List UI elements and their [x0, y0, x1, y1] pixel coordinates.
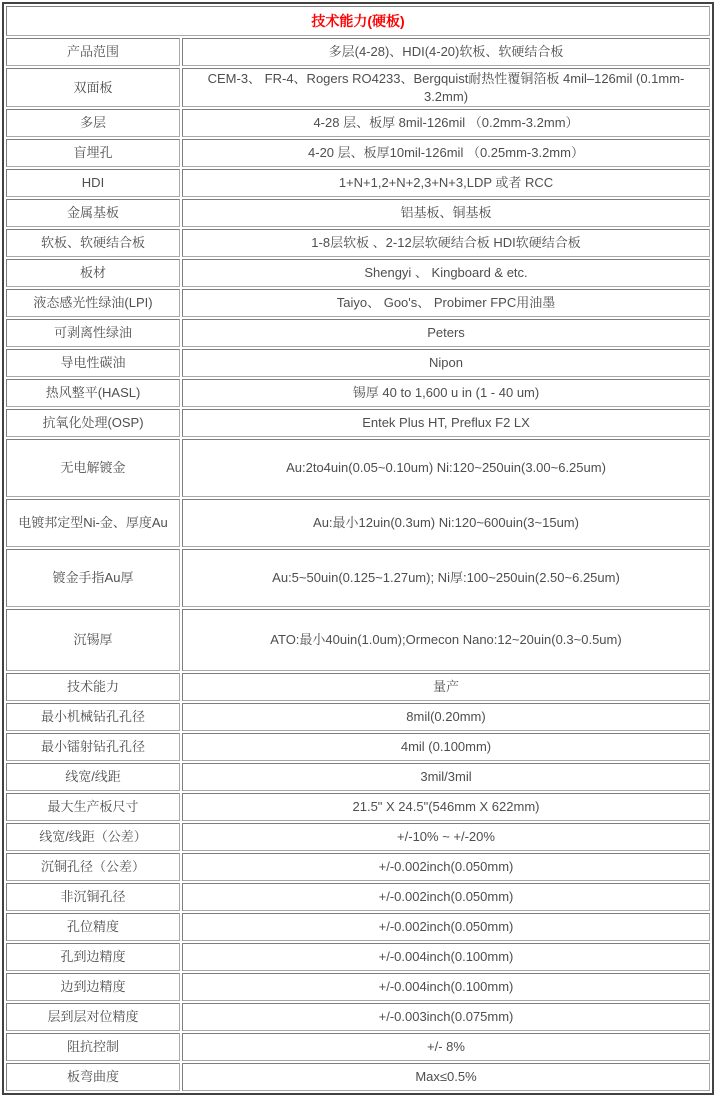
spec-table: [2, 2, 714, 1095]
spec-value: Au:最小12uin(0.3um) Ni:120~600uin(3~15um): [182, 499, 710, 547]
spec-label: 沉铜孔径（公差）: [6, 853, 180, 881]
spec-value: 8mil(0.20mm): [182, 703, 710, 731]
spec-label: 最大生产板尺寸: [6, 793, 180, 821]
table-row: [6, 409, 710, 437]
table-row: [6, 763, 710, 791]
spec-label: 孔位精度: [6, 913, 180, 941]
spec-label: 技术能力: [6, 673, 180, 701]
spec-label: 双面板: [6, 68, 180, 107]
spec-label: 热风整平(HASL): [6, 379, 180, 407]
spec-value: Max≤0.5%: [182, 1063, 710, 1091]
table-row: [6, 199, 710, 227]
spec-label: 沉锡厚: [6, 609, 180, 671]
spec-value: Nipon: [182, 349, 710, 377]
table-row: [6, 139, 710, 167]
spec-value: ATO:最小40uin(1.0um);Ormecon Nano:12~20uin(0.3~0.5um): [182, 609, 710, 671]
table-row: [6, 349, 710, 377]
spec-value: +/-0.002inch(0.050mm): [182, 913, 710, 941]
table-row: [6, 703, 710, 731]
table-row: [6, 1003, 710, 1031]
spec-label: 阻抗控制: [6, 1033, 180, 1061]
spec-label: 板弯曲度: [6, 1063, 180, 1091]
table-row: [6, 1063, 710, 1091]
table-row: [6, 549, 710, 607]
spec-label: 金属基板: [6, 199, 180, 227]
table-row: [6, 439, 710, 497]
spec-value: Peters: [182, 319, 710, 347]
spec-value: 铝基板、铜基板: [182, 199, 710, 227]
table-row: [6, 673, 710, 701]
spec-label: 多层: [6, 109, 180, 137]
table-row: [6, 319, 710, 347]
spec-value: 4-28 层、板厚 8mil-126mil （0.2mm-3.2mm）: [182, 109, 710, 137]
spec-value: +/- 8%: [182, 1033, 710, 1061]
spec-value: 3mil/3mil: [182, 763, 710, 791]
spec-value: 1-8层软板 、2-12层软硬结合板 HDI软硬结合板: [182, 229, 710, 257]
spec-value: 1+N+1,2+N+2,3+N+3,LDP 或者 RCC: [182, 169, 710, 197]
table-title: 技术能力(硬板): [6, 6, 710, 36]
spec-label: 最小机械钻孔孔径: [6, 703, 180, 731]
spec-value: +/-0.002inch(0.050mm): [182, 883, 710, 911]
spec-value: 多层(4-28)、HDI(4-20)软板、软硬结合板: [182, 38, 710, 66]
spec-value: Taiyo、 Goo's、 Probimer FPC用油墨: [182, 289, 710, 317]
spec-label: 边到边精度: [6, 973, 180, 1001]
table-row: [6, 169, 710, 197]
table-row: [6, 68, 710, 107]
spec-label: 液态感光性绿油(LPI): [6, 289, 180, 317]
spec-label: 盲埋孔: [6, 139, 180, 167]
table-row: [6, 289, 710, 317]
table-row: [6, 609, 710, 671]
spec-label: HDI: [6, 169, 180, 197]
spec-value: 21.5" X 24.5"(546mm X 622mm): [182, 793, 710, 821]
spec-label: 电镀邦定型Ni-金、厚度Au: [6, 499, 180, 547]
table-row: [6, 943, 710, 971]
table-row: [6, 733, 710, 761]
spec-label: 层到层对位精度: [6, 1003, 180, 1031]
table-row: [6, 38, 710, 66]
spec-label: 可剥离性绿油: [6, 319, 180, 347]
table-row: [6, 793, 710, 821]
spec-value: +/-0.004inch(0.100mm): [182, 943, 710, 971]
spec-value: 量产: [182, 673, 710, 701]
spec-label: 无电解镀金: [6, 439, 180, 497]
table-row: [6, 883, 710, 911]
spec-label: 镀金手指Au厚: [6, 549, 180, 607]
table-row: [6, 259, 710, 287]
spec-value: +/-0.002inch(0.050mm): [182, 853, 710, 881]
spec-label: 最小镭射钻孔孔径: [6, 733, 180, 761]
spec-value: +/-0.004inch(0.100mm): [182, 973, 710, 1001]
spec-label: 导电性碳油: [6, 349, 180, 377]
spec-value: Shengyi 、 Kingboard & etc.: [182, 259, 710, 287]
table-row: [6, 229, 710, 257]
table-row: [6, 6, 710, 36]
table-row: [6, 823, 710, 851]
spec-value: CEM-3、 FR-4、Rogers RO4233、Bergquist耐热性覆铜箔板 4mil–126mil (0.1mm-3.2mm): [182, 68, 710, 107]
table-row: [6, 913, 710, 941]
spec-value: Au:2to4uin(0.05~0.10um) Ni:120~250uin(3.00~6.25um): [182, 439, 710, 497]
table-row: [6, 499, 710, 547]
spec-label: 孔到边精度: [6, 943, 180, 971]
spec-label: 产品范围: [6, 38, 180, 66]
spec-label: 线宽/线距: [6, 763, 180, 791]
table-row: [6, 1033, 710, 1061]
table-row: [6, 973, 710, 1001]
spec-label: 板材: [6, 259, 180, 287]
spec-value: Au:5~50uin(0.125~1.27um); Ni厚:100~250uin(2.50~6.25um): [182, 549, 710, 607]
spec-label: 线宽/线距（公差）: [6, 823, 180, 851]
table-row: [6, 853, 710, 881]
spec-value: 4-20 层、板厚10mil-126mil （0.25mm-3.2mm）: [182, 139, 710, 167]
spec-label: 软板、软硬结合板: [6, 229, 180, 257]
table-row: [6, 109, 710, 137]
spec-value: 锡厚 40 to 1,600 u in (1 - 40 um): [182, 379, 710, 407]
spec-label: 非沉铜孔径: [6, 883, 180, 911]
table-row: [6, 379, 710, 407]
spec-value: +/-0.003inch(0.075mm): [182, 1003, 710, 1031]
spec-value: +/-10% ~ +/-20%: [182, 823, 710, 851]
spec-value: 4mil (0.100mm): [182, 733, 710, 761]
spec-value: Entek Plus HT, Preflux F2 LX: [182, 409, 710, 437]
spec-label: 抗氧化处理(OSP): [6, 409, 180, 437]
